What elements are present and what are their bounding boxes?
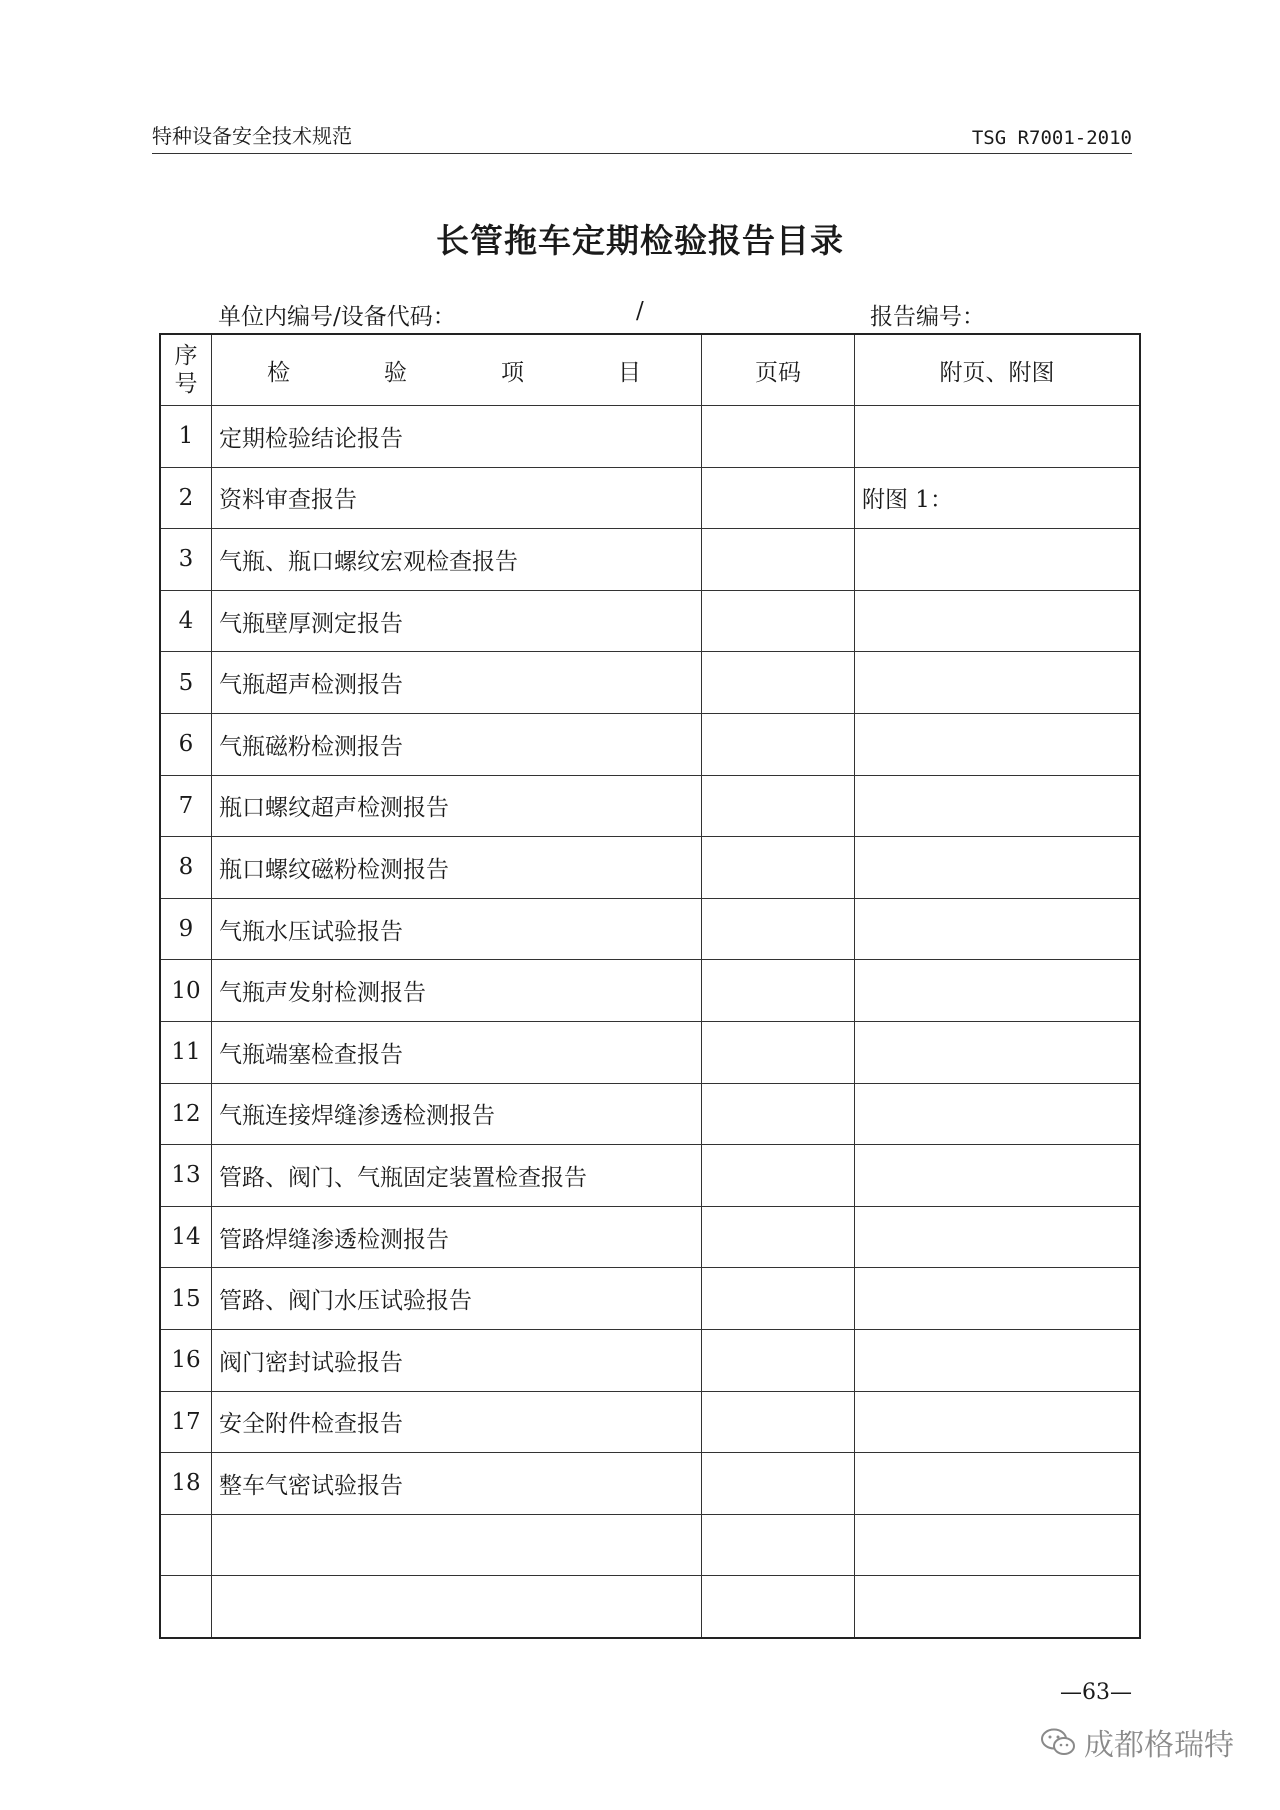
row-attachment [855, 406, 1141, 468]
row-page [702, 1514, 855, 1576]
table-row [160, 898, 1140, 960]
row-attachment: 附图 1： [855, 467, 1141, 529]
row-attachment [855, 1391, 1141, 1453]
row-attachment [855, 1083, 1141, 1145]
row-attachment [855, 1145, 1141, 1207]
row-number: 13 [160, 1145, 212, 1207]
row-page [702, 1453, 855, 1515]
row-number: 17 [160, 1391, 212, 1453]
row-item: 管路焊缝渗透检测报告 [212, 1206, 702, 1268]
header-item-char: 项 [501, 359, 524, 386]
table-row [160, 1268, 1140, 1330]
running-header [152, 120, 1132, 153]
row-item: 气瓶磁粉检测报告 [212, 713, 702, 775]
table-row [160, 1083, 1140, 1145]
row-page [702, 1021, 855, 1083]
table-row [160, 1206, 1140, 1268]
table-row [160, 652, 1140, 714]
row-page [702, 467, 855, 529]
row-number: 15 [160, 1268, 212, 1330]
report-number-label: 报告编号： [870, 304, 985, 330]
table-row [160, 775, 1140, 837]
row-item: 气瓶端塞检查报告 [212, 1021, 702, 1083]
table-row [160, 590, 1140, 652]
row-attachment [855, 1206, 1141, 1268]
watermark-text: 成都格瑞特 [1084, 1728, 1234, 1763]
header-item-char: 检 [267, 359, 290, 386]
table-row [160, 1576, 1140, 1638]
row-page [702, 1329, 855, 1391]
table-row [160, 837, 1140, 899]
row-item: 气瓶、瓶口螺纹宏观检查报告 [212, 529, 702, 591]
row-attachment [855, 652, 1141, 714]
table-row [160, 406, 1140, 468]
table-row [160, 467, 1140, 529]
row-number: 7 [160, 775, 212, 837]
row-number: 3 [160, 529, 212, 591]
table-row [160, 1453, 1140, 1515]
row-page [702, 1145, 855, 1207]
row-attachment [855, 590, 1141, 652]
row-item: 气瓶超声检测报告 [212, 652, 702, 714]
header-divider [152, 153, 1132, 154]
row-item: 气瓶声发射检测报告 [212, 960, 702, 1022]
row-page [702, 837, 855, 899]
row-item: 定期检验结论报告 [212, 406, 702, 468]
row-item: 气瓶水压试验报告 [212, 898, 702, 960]
row-item: 气瓶壁厚测定报告 [212, 590, 702, 652]
row-item [212, 1576, 702, 1638]
row-number: 4 [160, 590, 212, 652]
wechat-icon [1040, 1727, 1076, 1757]
row-attachment [855, 775, 1141, 837]
header-standard-name: 特种设备安全技术规范 [152, 124, 352, 148]
row-page [702, 529, 855, 591]
row-number: 10 [160, 960, 212, 1022]
header-item [212, 334, 702, 406]
row-item: 安全附件检查报告 [212, 1391, 702, 1453]
row-page [702, 406, 855, 468]
row-attachment [855, 960, 1141, 1022]
table-row [160, 713, 1140, 775]
row-number: 9 [160, 898, 212, 960]
header-item-char: 验 [384, 359, 407, 386]
row-attachment [855, 529, 1141, 591]
row-item: 整车气密试验报告 [212, 1453, 702, 1515]
row-item: 瓶口螺纹磁粉检测报告 [212, 837, 702, 899]
row-page [702, 1206, 855, 1268]
row-attachment [855, 1268, 1141, 1330]
row-page [702, 898, 855, 960]
row-item: 管路、阀门、气瓶固定装置检查报告 [212, 1145, 702, 1207]
row-number: 16 [160, 1329, 212, 1391]
row-item: 管路、阀门水压试验报告 [212, 1268, 702, 1330]
row-attachment [855, 1514, 1141, 1576]
page-title: 长管拖车定期检验报告目录 [436, 221, 844, 260]
header-standard-code: TSG R7001-2010 [971, 127, 1132, 149]
table-row [160, 529, 1140, 591]
row-number: 1 [160, 406, 212, 468]
table-row [160, 960, 1140, 1022]
row-page [702, 775, 855, 837]
row-attachment [855, 1453, 1141, 1515]
row-number: 2 [160, 467, 212, 529]
row-page [702, 1391, 855, 1453]
row-number: 12 [160, 1083, 212, 1145]
row-number: 18 [160, 1453, 212, 1515]
header-attachment: 附页、附图 [855, 334, 1141, 406]
header-item-char: 目 [618, 359, 641, 386]
row-attachment [855, 1576, 1141, 1638]
header-page: 页码 [702, 334, 855, 406]
watermark [1040, 1720, 1234, 1764]
table-row [160, 1514, 1140, 1576]
row-page [702, 652, 855, 714]
row-number: 6 [160, 713, 212, 775]
row-page [702, 713, 855, 775]
table-row [160, 1329, 1140, 1391]
table-row [160, 1021, 1140, 1083]
row-attachment [855, 898, 1141, 960]
row-attachment [855, 1329, 1141, 1391]
table-header-row [160, 334, 1140, 406]
row-attachment [855, 1021, 1141, 1083]
row-number: 8 [160, 837, 212, 899]
row-number: 11 [160, 1021, 212, 1083]
row-item: 资料审查报告 [212, 467, 702, 529]
row-page [702, 590, 855, 652]
table-row [160, 1145, 1140, 1207]
row-item: 气瓶连接焊缝渗透检测报告 [212, 1083, 702, 1145]
row-item: 阀门密封试验报告 [212, 1329, 702, 1391]
page-number: —63— [1060, 1680, 1132, 1705]
header-no: 序 号 [160, 334, 212, 406]
unit-code-label: 单位内编号/设备代码： [218, 304, 456, 330]
row-page [702, 1576, 855, 1638]
row-number [160, 1576, 212, 1638]
row-number: 14 [160, 1206, 212, 1268]
row-item: 瓶口螺纹超声检测报告 [212, 775, 702, 837]
report-contents-table [159, 333, 1141, 1639]
row-item [212, 1514, 702, 1576]
row-page [702, 1083, 855, 1145]
row-attachment [855, 837, 1141, 899]
row-attachment [855, 713, 1141, 775]
table-row [160, 1391, 1140, 1453]
row-number [160, 1514, 212, 1576]
unit-code-separator: / [636, 298, 644, 324]
row-page [702, 1268, 855, 1330]
row-number: 5 [160, 652, 212, 714]
row-page [702, 960, 855, 1022]
report-meta [218, 298, 1118, 328]
